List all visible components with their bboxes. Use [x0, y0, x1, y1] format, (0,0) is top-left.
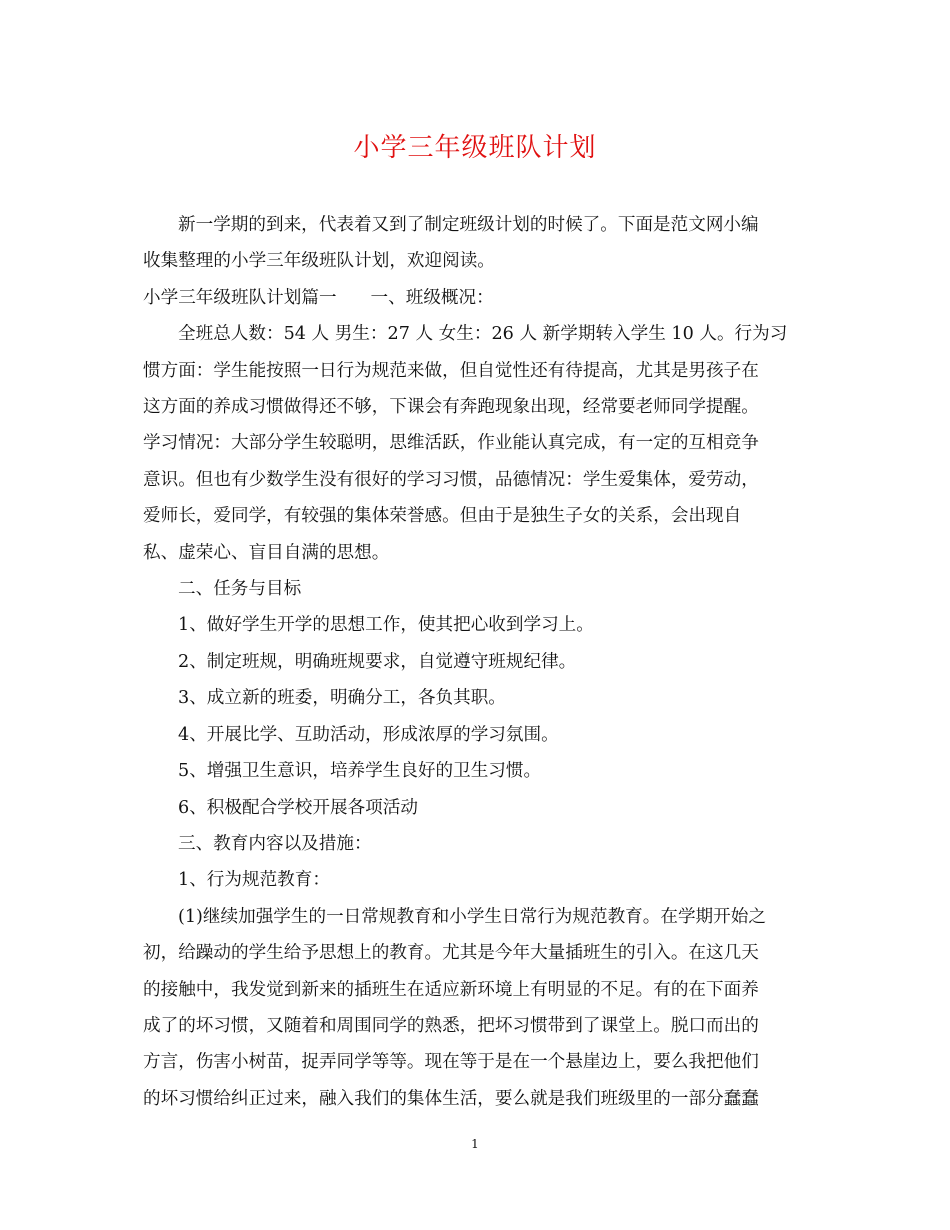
text-line: 这方面的养成习惯做得还不够，下课会有奔跑现象出现，经常要老师同学提醒。 — [143, 397, 759, 418]
measures-heading — [143, 826, 813, 862]
text-line: 私、虚荣心、盲目自满的思想。 — [143, 542, 390, 563]
text-line: 学习情况：大部分学生较聪明，思维活跃，作业能认真完成，有一定的互相竞争 — [143, 433, 759, 454]
tasks-heading — [143, 571, 813, 607]
page-number: 1 — [471, 1137, 479, 1151]
text-line: 的坏习惯给纠正过来，融入我们的集体生活，要么就是我们班级里的一部分蠢蠢 — [143, 1088, 759, 1109]
task-item: 5、增强卫生意识，培养学生良好的卫生习惯。 — [178, 761, 542, 782]
section-heading-line — [143, 280, 813, 316]
overview-paragraph — [143, 316, 813, 571]
text-line: 成了的坏习惯，又随着和周围同学的熟悉，把坏习惯带到了课堂上。脱口而出的 — [143, 1015, 759, 1036]
measures-paragraph — [143, 899, 813, 1117]
document-body — [143, 207, 813, 1117]
section-heading-part1: 小学三年级班队计划篇一 — [143, 287, 337, 308]
task-item: 4、开展比学、互助活动，形成浓厚的学习氛围。 — [178, 724, 559, 745]
text-line: 惯方面：学生能按照一日行为规范来做，但自觉性还有待提高，尤其是男孩子在 — [143, 360, 759, 381]
text-line: 意识。但也有少数学生没有很好的学习习惯，品德情况：学生爱集体，爱劳动， — [143, 469, 759, 490]
measures-sub-heading — [143, 862, 813, 898]
heading-text: 三、教育内容以及措施： — [178, 833, 372, 854]
section-heading-part2: 一、班级概况： — [370, 287, 494, 308]
text-line: 收集整理的小学三年级班队计划，欢迎阅读。 — [143, 251, 495, 272]
text-line: 新一学期的到来，代表着又到了制定班级计划的时候了。下面是范文网小编 — [178, 215, 759, 235]
text-line: 的接触中，我发觉到新来的插班生在适应新环境上有明显的不足。有的在下面养 — [143, 979, 759, 1000]
heading-text: 二、任务与目标 — [178, 579, 302, 600]
document-title: 小学三年级班队计划 — [353, 133, 597, 163]
text-line: 方言，伤害小树苗，捉弄同学等等。现在等于是在一个悬崖边上，要么我把他们 — [143, 1052, 759, 1073]
section-heading — [143, 280, 813, 316]
text-line: 初，给躁动的学生给予思想上的教育。尤其是今年大量插班生的引入。在这几天 — [143, 943, 759, 964]
task-item: 3、成立新的班委，明确分工，各负其职。 — [178, 688, 506, 709]
text-line: 全班总人数：54 人 男生：27 人 女生：26 人 新学期转入学生 10 人。行为习 — [178, 324, 788, 345]
tasks-list — [143, 607, 813, 825]
intro-paragraph — [143, 207, 813, 280]
text-line: 爱师长，爱同学，有较强的集体荣誉感。但由于是独生子女的关系，会出现自 — [143, 506, 742, 527]
task-item: 6、积极配合学校开展各项活动 — [178, 797, 418, 818]
task-item: 2、制定班规，明确班规要求，自觉遵守班规纪律。 — [178, 651, 577, 672]
task-item: 1、做好学生开学的思想工作，使其把心收到学习上。 — [178, 615, 594, 636]
heading-text: 1、行为规范教育： — [178, 870, 330, 891]
text-line: (1)继续加强学生的一日常规教育和小学生日常行为规范教育。在学期开始之 — [178, 906, 766, 927]
